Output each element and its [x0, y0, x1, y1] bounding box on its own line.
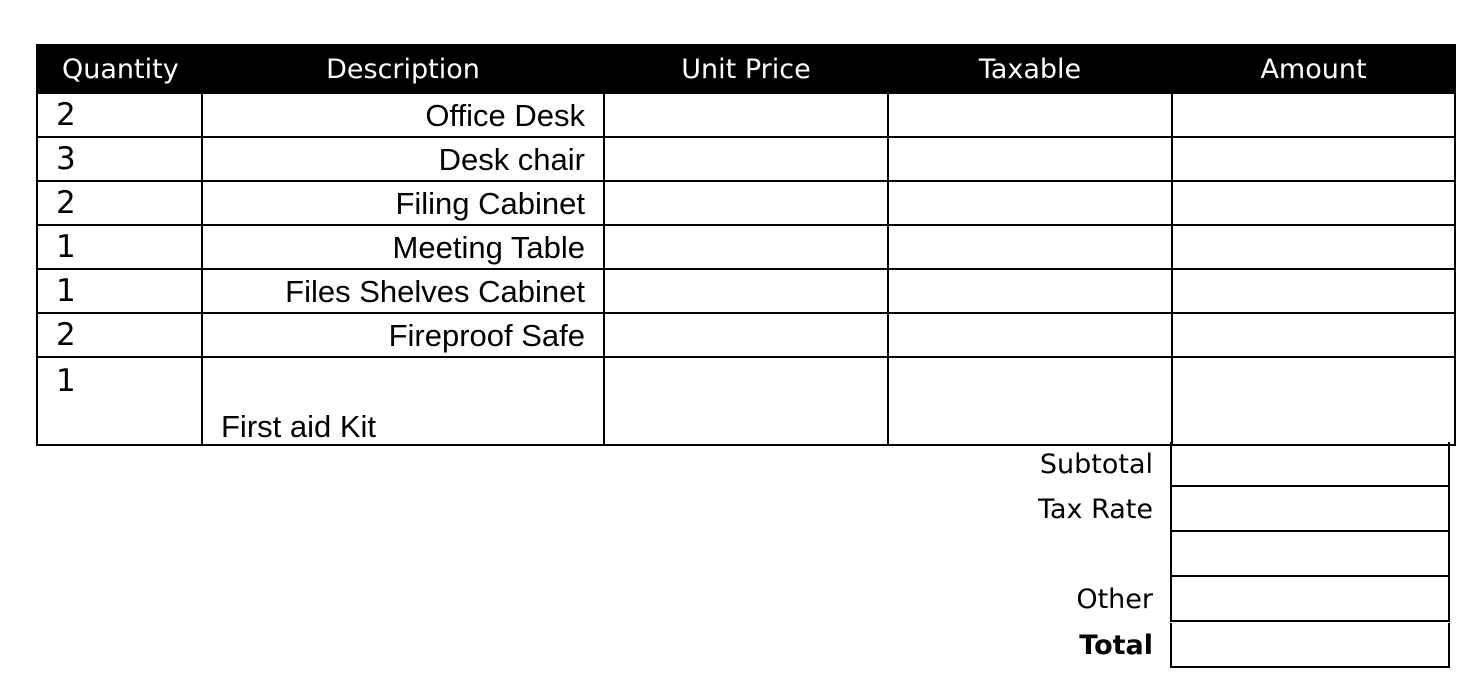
description-cell[interactable]: Meeting Table	[202, 225, 604, 269]
taxable-cell[interactable]	[888, 93, 1172, 137]
table-row	[37, 269, 1455, 313]
table-row	[37, 225, 1455, 269]
quantity-cell[interactable]: 2	[37, 93, 202, 137]
description-cell[interactable]: Files Shelves Cabinet	[202, 269, 604, 313]
quantity-cell[interactable]: 3	[37, 137, 202, 181]
invoice-sheet	[36, 44, 1454, 446]
subtotal-label: Subtotal	[1039, 449, 1153, 480]
invoice-table	[36, 44, 1456, 446]
tax-rate-row	[1037, 487, 1454, 532]
taxable-cell[interactable]	[888, 357, 1172, 445]
description-cell[interactable]: Filing Cabinet	[202, 181, 604, 225]
column-header-taxable: Taxable	[888, 45, 1172, 93]
description-cell[interactable]: Desk chair	[202, 137, 604, 181]
blank-summary-row	[1134, 532, 1454, 577]
quantity-cell[interactable]: 2	[37, 181, 202, 225]
table-row	[37, 181, 1455, 225]
column-header-quantity: Quantity	[37, 45, 202, 93]
quantity-cell[interactable]: 1	[37, 225, 202, 269]
unit-price-cell[interactable]	[604, 313, 888, 357]
taxable-cell[interactable]	[888, 269, 1172, 313]
amount-cell[interactable]	[1172, 313, 1455, 357]
quantity-cell[interactable]: 1	[37, 269, 202, 313]
header-row	[37, 45, 1455, 93]
tax-rate-value[interactable]	[1170, 487, 1450, 532]
column-header-unit-price: Unit Price	[604, 45, 888, 93]
unit-price-cell[interactable]	[604, 269, 888, 313]
amount-cell[interactable]	[1172, 93, 1455, 137]
other-row	[1076, 577, 1454, 623]
subtotal-row	[1039, 442, 1454, 487]
taxable-cell[interactable]	[888, 181, 1172, 225]
subtotal-value[interactable]	[1170, 442, 1450, 487]
amount-cell[interactable]	[1172, 357, 1455, 445]
other-label: Other	[1076, 584, 1153, 615]
unit-price-cell[interactable]	[604, 93, 888, 137]
table-row	[37, 137, 1455, 181]
amount-cell[interactable]	[1172, 269, 1455, 313]
blank-summary-value[interactable]	[1170, 532, 1450, 577]
total-label: Total	[1079, 630, 1153, 661]
unit-price-cell[interactable]	[604, 357, 888, 445]
table-row	[37, 93, 1455, 137]
amount-cell[interactable]	[1172, 137, 1455, 181]
total-value[interactable]	[1170, 623, 1450, 668]
table-row	[37, 313, 1455, 357]
amount-cell[interactable]	[1172, 225, 1455, 269]
taxable-cell[interactable]	[888, 313, 1172, 357]
amount-cell[interactable]	[1172, 181, 1455, 225]
column-header-amount: Amount	[1172, 45, 1455, 93]
description-cell[interactable]: Office Desk	[202, 93, 604, 137]
quantity-cell[interactable]: 1	[37, 357, 202, 445]
other-value[interactable]	[1170, 577, 1450, 622]
taxable-cell[interactable]	[888, 225, 1172, 269]
unit-price-cell[interactable]	[604, 181, 888, 225]
totals-summary	[1037, 442, 1454, 668]
quantity-cell[interactable]: 2	[37, 313, 202, 357]
description-cell[interactable]: Fireproof Safe	[202, 313, 604, 357]
unit-price-cell[interactable]	[604, 137, 888, 181]
description-cell[interactable]: First aid Kit	[202, 357, 604, 445]
total-row	[1079, 623, 1454, 668]
taxable-cell[interactable]	[888, 137, 1172, 181]
tax-rate-label: Tax Rate	[1037, 494, 1153, 525]
unit-price-cell[interactable]	[604, 225, 888, 269]
column-header-description: Description	[202, 45, 604, 93]
table-row	[37, 357, 1455, 445]
